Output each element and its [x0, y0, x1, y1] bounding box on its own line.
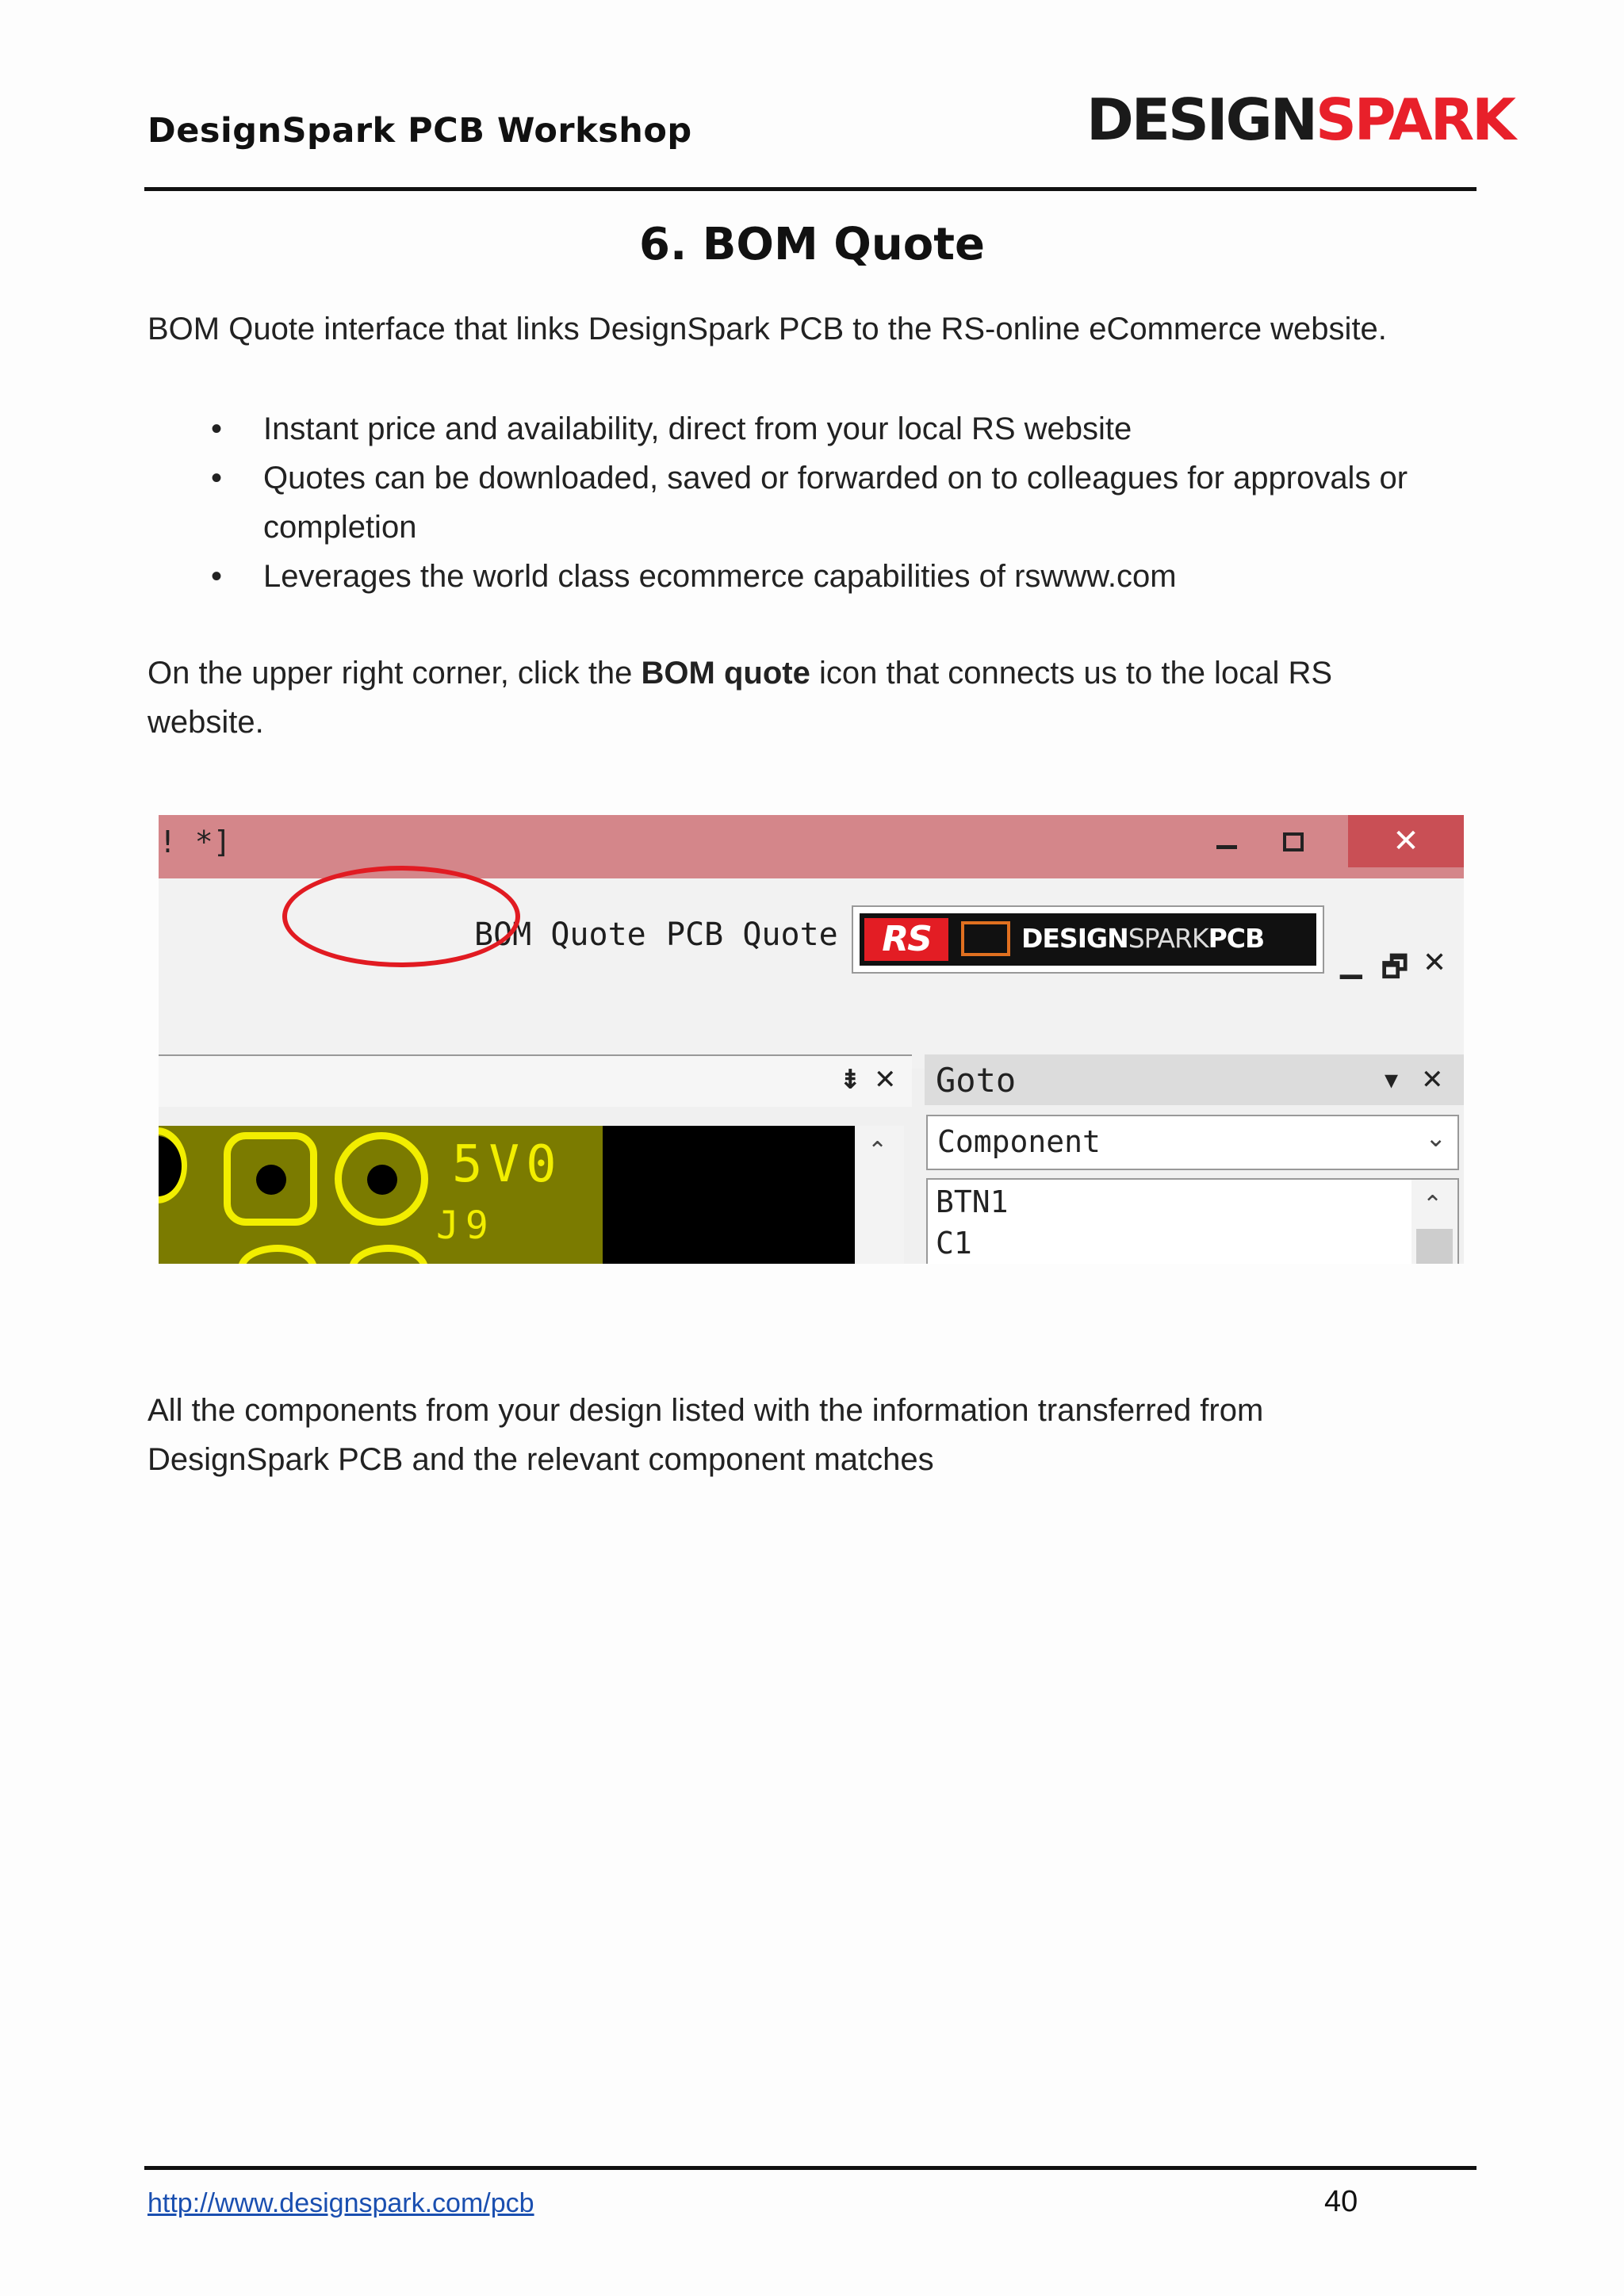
- pcb-canvas[interactable]: [159, 1126, 603, 1264]
- goto-pin-icon[interactable]: ▾: [1385, 1064, 1399, 1096]
- bullet-text: Quotes can be downloaded, saved or forwarded on to colleagues for approvals or completion: [263, 461, 1408, 545]
- bullet-dot: •: [211, 411, 223, 446]
- list-scrollbar[interactable]: [1411, 1180, 1457, 1264]
- silk-ref-label: J9: [436, 1203, 495, 1248]
- footer-rule: [144, 2166, 1477, 2170]
- feature-list: [147, 404, 1480, 601]
- bullet-dot: •: [211, 559, 223, 594]
- goto-select-value: Component: [937, 1124, 1101, 1159]
- designspark-pcb-banner[interactable]: [852, 905, 1324, 974]
- silk-net-label: 5V0: [452, 1135, 563, 1194]
- list-item: [147, 552, 1480, 601]
- instruction-pre: On the upper right corner, click the: [147, 656, 642, 691]
- list-item[interactable]: BTN1: [936, 1184, 1009, 1219]
- banner-bold-1: DESIGN: [1021, 923, 1128, 954]
- intro-paragraph: BOM Quote interface that links DesignSpark PCB to the RS-online eCommerce website.: [147, 312, 1387, 346]
- chevron-down-icon[interactable]: ⌄: [1425, 1123, 1446, 1153]
- pcb-pad-square: [224, 1132, 317, 1226]
- maximize-icon[interactable]: [1283, 832, 1304, 851]
- pin-icon[interactable]: ⇟: [839, 1064, 862, 1096]
- page-number: 40: [1324, 2185, 1358, 2218]
- goto-panel-header: [925, 1054, 1464, 1105]
- bom-quote-button[interactable]: BOM Quote: [474, 916, 646, 953]
- scroll-thumb[interactable]: [1416, 1229, 1453, 1264]
- pcb-pad: [238, 1245, 317, 1264]
- instruction-paragraph: [147, 649, 1432, 747]
- highlight-circle: [282, 866, 520, 967]
- designspark-logo: [1086, 86, 1514, 153]
- header-rule: [144, 187, 1477, 191]
- bullet-text: Instant price and availability, direct from your local RS website: [263, 411, 1132, 446]
- banner-bold-2: PCB: [1208, 923, 1265, 954]
- banner-background: [860, 913, 1316, 966]
- mdi-close-icon[interactable]: ✕: [1423, 947, 1447, 979]
- list-item[interactable]: C1: [936, 1226, 972, 1261]
- pad-hole: [159, 1136, 182, 1196]
- banner-light: SPARK: [1128, 923, 1208, 954]
- pcb-quote-button[interactable]: PCB Quote: [666, 916, 838, 953]
- closing-paragraph: All the components from your design listed with the information transferred from DesignSpark PCB and the relevant component matches: [147, 1393, 1264, 1477]
- scroll-up-icon[interactable]: ⌃: [1423, 1191, 1443, 1219]
- list-item: [147, 453, 1480, 552]
- goto-title: Goto: [936, 1061, 1017, 1100]
- pcb-pad: [159, 1127, 187, 1203]
- mdi-restore-icon[interactable]: 🗗: [1381, 951, 1408, 984]
- pcb-pad-round: [335, 1132, 428, 1226]
- logo-part-design: DESIGN: [1086, 86, 1316, 153]
- footer-link[interactable]: http://www.designspark.com/pcb: [147, 2188, 534, 2218]
- header-title: DesignSpark PCB Workshop: [147, 111, 692, 151]
- canvas-scrollbar[interactable]: [856, 1126, 904, 1264]
- list-item: [147, 404, 1480, 453]
- bullet-text: Leverages the world class ecommerce capabilities of rswww.com: [263, 559, 1177, 594]
- section-heading: 6. BOM Quote: [639, 219, 985, 270]
- mdi-minimize-icon[interactable]: ▁: [1340, 947, 1362, 979]
- pad-hole: [256, 1165, 286, 1195]
- pcb-pad: [349, 1245, 428, 1264]
- instruction-post: icon that connects us to the local RS website.: [147, 656, 1333, 740]
- panel-close-icon[interactable]: ✕: [874, 1064, 897, 1096]
- pcb-canvas-background: [603, 1126, 855, 1264]
- goto-close-icon[interactable]: ✕: [1421, 1064, 1444, 1096]
- scroll-up-icon[interactable]: ⌃: [868, 1137, 888, 1165]
- rs-logo: RS: [864, 918, 948, 961]
- goto-type-select[interactable]: [926, 1115, 1459, 1170]
- logo-part-spark: SPARK: [1315, 86, 1514, 153]
- instruction-bold: BOM quote: [641, 656, 810, 691]
- goto-component-list[interactable]: [926, 1178, 1459, 1264]
- bullet-dot: •: [211, 461, 223, 496]
- minimize-icon[interactable]: [1216, 845, 1237, 849]
- window-title-fragment: ! *]: [159, 825, 232, 859]
- pad-hole: [367, 1165, 397, 1195]
- close-window-button[interactable]: ✕: [1348, 815, 1464, 867]
- banner-text: [1021, 923, 1264, 954]
- design-panel-header: [159, 1054, 912, 1107]
- designspark-icon: [961, 921, 1010, 956]
